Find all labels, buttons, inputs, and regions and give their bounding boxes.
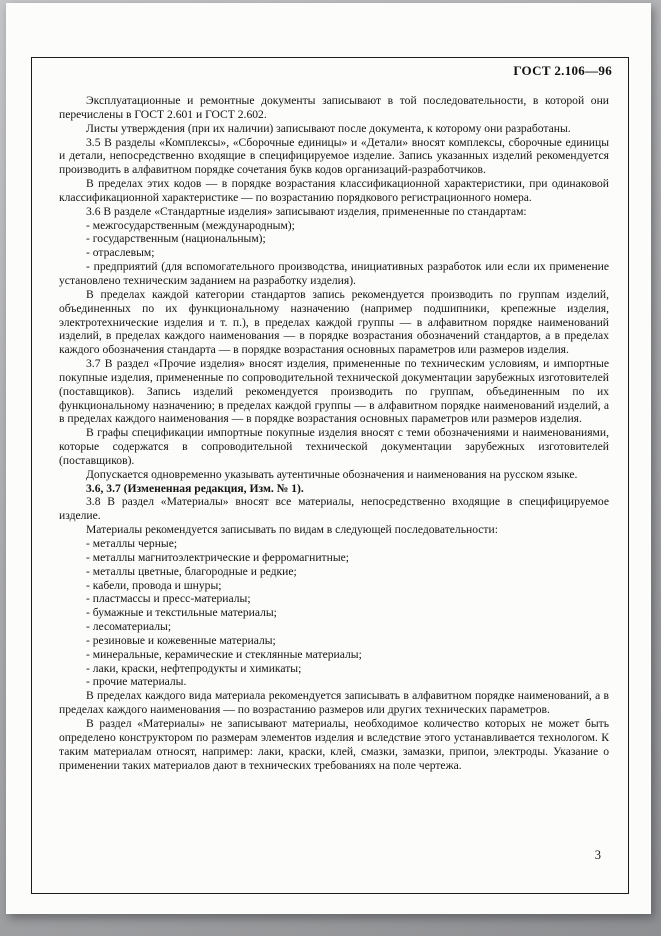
paragraph: - прочие материалы. (86, 675, 187, 689)
paragraph: - резиновые и кожевенные материалы; (86, 633, 276, 647)
paragraph: - межгосударственным (международным); (86, 218, 295, 232)
page-number: 3 (594, 848, 601, 862)
paragraph: - металлы цветные, благородные и редкие; (86, 564, 297, 578)
paragraph: 3.6, 3.7 (Измененная редакция, Изм. № 1). (86, 481, 304, 495)
page-border-frame (31, 57, 629, 894)
paragraph: - минеральные, керамические и стеклянные материалы; (86, 647, 362, 661)
paragraph: Допускается одновременно указывать аутентичные обозначения и наименования на русском языке. (86, 467, 578, 481)
document-body (59, 94, 609, 772)
document-designation: ГОСТ 2.106—96 (513, 63, 612, 78)
paragraph: - государственным (национальным); (86, 232, 266, 246)
paragraph: В пределах каждого вида материала рекомендуется записывать в алфавитном порядке наименований, а в пределах каждого наименования — по возрастанию размеров или других технических параметров. (59, 689, 609, 717)
paragraph: Листы утверждения (при их наличии) записывают после документа, к которому они разработаны. (86, 121, 571, 135)
paragraph: В графы спецификации импортные покупные изделия вносят с теми обозначениями и наименованиями, которые содержатся в сопроводительной технической документации зарубежных изготовителей (поставщиков). (59, 426, 609, 467)
paragraph: - металлы магнитоэлектрические и ферромагнитные; (86, 550, 349, 564)
paragraph: 3.6 В разделе «Стандартные изделия» записывают изделия, примененные по стандартам: (86, 204, 527, 218)
paragraph: - пластмассы и пресс-материалы; (86, 592, 251, 606)
paragraph: - бумажные и текстильные материалы; (86, 606, 277, 620)
scanned-page (6, 3, 651, 914)
paragraph: - предприятий (для вспомогательного производства, инициативных разработок или если их применение установлено техническим заданием на разработку изделия). (59, 260, 609, 287)
paragraph: В пределах каждой категории стандартов запись рекомендуется производить по группам изделий, объединенных по их функциональному назначению (например подшипники, крепежные изделия, электротехнические изделия и т. п.), в пределах каждой группы — в алфавитном порядке наименований изделий, в пределах каждого наименования — в порядке возрастания обозначений стандартов, а в пределах каждого обозначения стандарта — в порядке возрастания основных параметров или размеров изделия. (59, 287, 609, 357)
paragraph: В раздел «Материалы» не записывают материалы, необходимое количество которых не может быть определено конструктором по размерам элементов изделия и вследствие этого устанавливается технологом. К таким материалам относят, например: лаки, краски, клей, смазки, замазки, припои, электроды. Указание о применении таких материалов дают в технических требованиях на поле чертежа. (59, 716, 609, 772)
paragraph: 3.7 В раздел «Прочие изделия» вносят изделия, примененные по техническим условиям, и импортные покупные изделия, примененные по сопроводительной технической документации зарубежных изготовителей (поставщиков). Запись изделий рекомендуется производить по группам, объединенным по их функциональному назначению; в пределах каждой группы — в алфавитном порядке наименований изделий, а в пределах каждого наименования — в порядке возрастания основных параметров или размеров изделия. (59, 357, 609, 426)
paragraph: 3.8 В раздел «Материалы» вносят все материалы, непосредственно входящие в специфицируемое изделие. (59, 495, 609, 523)
paragraph: - кабели, провода и шнуры; (86, 578, 222, 592)
paragraph: - лесоматериалы; (86, 620, 172, 634)
paragraph: 3.5 В разделы «Комплексы», «Сборочные единицы» и «Детали» вносят комплексы, сборочные единицы и детали, непосредственно входящие в специфицируемое изделие. Запись указанных изделий рекомендуется производить в алфавитном порядке сочетания букв кодов организаций-разработчиков. (59, 135, 609, 177)
paragraph: - отраслевым; (86, 246, 155, 260)
paragraph: - лаки, краски, нефтепродукты и химикаты; (86, 661, 302, 675)
paragraph: Эксплуатационные и ремонтные документы записывают в той последовательности, в которой они перечислены в ГОСТ 2.601 и ГОСТ 2.602. (59, 94, 609, 121)
paragraph: - металлы черные; (86, 537, 178, 550)
paragraph: В пределах этих кодов — в порядке возрастания классификационной характеристики, при одинаковой классификационной характеристике — по возрастанию порядкового регистрационного номера. (59, 177, 609, 204)
paragraph: Материалы рекомендуется записывать по видам в следующей последовательности: (86, 523, 498, 537)
